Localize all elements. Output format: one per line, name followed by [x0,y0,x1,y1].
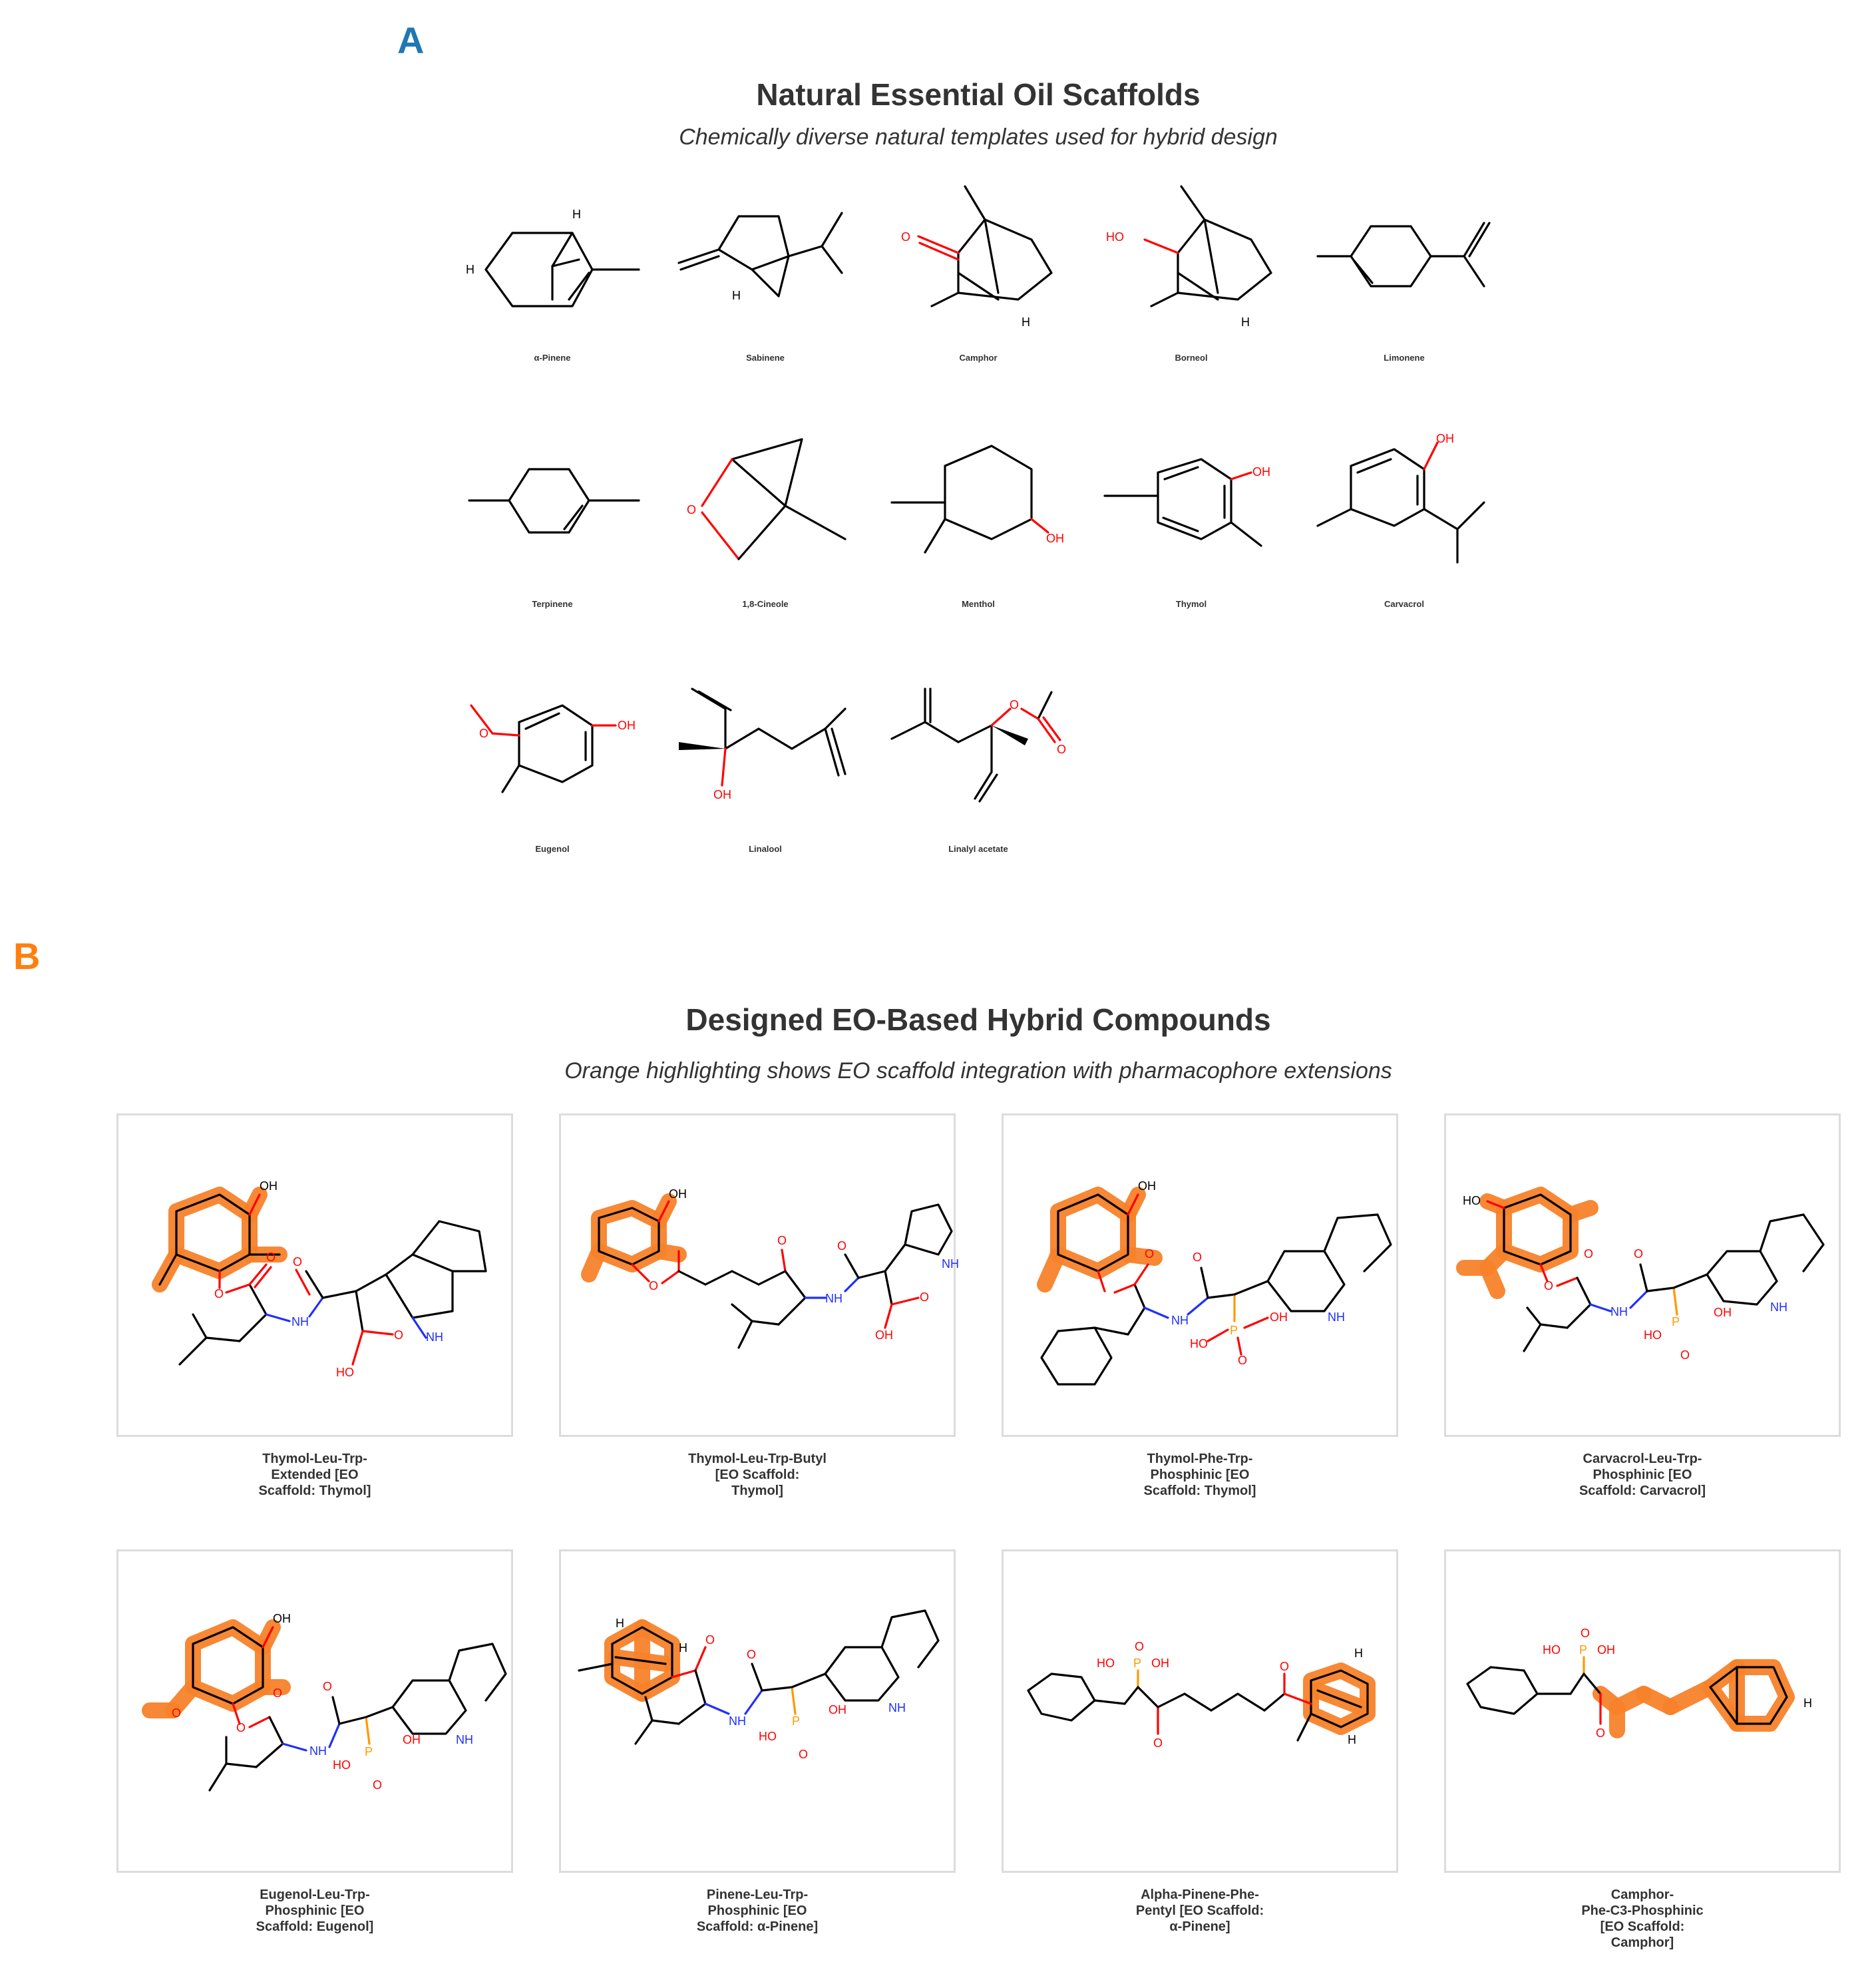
svg-text:O: O [901,230,911,244]
svg-text:O: O [214,1287,224,1300]
svg-text:OH: OH [273,1612,291,1625]
svg-text:OH: OH [1046,532,1064,545]
scaffold-name: Linalool [749,844,782,854]
svg-text:O: O [837,1239,847,1253]
svg-text:NH: NH [729,1714,746,1728]
panel-a-subtitle: Chemically diverse natural templates used for hybrid design [679,124,1278,150]
svg-text:P: P [1579,1643,1588,1657]
svg-text:O: O [236,1721,246,1734]
svg-text:HO: HO [333,1758,351,1772]
hybrid-name: Thymol-Phe-Trp- Phosphinic [EO Scaffold: Thymol] [1143,1452,1256,1498]
svg-text:OH: OH [1138,1179,1156,1193]
svg-text:NH: NH [426,1330,443,1344]
hybrid-structure [579,1604,952,1824]
svg-text:O: O [1596,1726,1606,1740]
svg-text:P: P [1230,1324,1238,1337]
camphor-structure [892,180,1085,333]
svg-text:HO: HO [336,1366,354,1379]
hybrid-structure [579,1171,959,1384]
svg-text:HO: HO [759,1730,777,1743]
svg-text:O: O [920,1290,930,1304]
limonene-structure [1318,206,1497,306]
svg-text:OH: OH [1597,1643,1615,1657]
svg-text:H: H [1348,1733,1356,1746]
hybrid-name: Camphor- Phe-C3-Phosphinic [EO Scaffold: Camphor] [1581,1887,1704,1950]
svg-text:OH: OH [1252,465,1270,479]
svg-text:OH: OH [403,1733,421,1746]
svg-text:OH: OH [829,1703,846,1716]
svg-text:P: P [1672,1315,1680,1328]
svg-text:O: O [1010,698,1020,711]
svg-text:O: O [747,1648,757,1661]
hybrid-structure [1457,1171,1830,1384]
svg-text:NH: NH [309,1744,327,1758]
linalyl-acetate-structure [892,686,1085,819]
svg-text:O: O [777,1234,787,1247]
svg-text:O: O [479,727,489,740]
svg-text:NH: NH [1770,1300,1787,1314]
svg-text:OH: OH [669,1187,687,1201]
svg-text:O: O [687,503,697,516]
svg-text:O: O [273,1686,283,1700]
svg-text:O: O [799,1748,809,1761]
hybrid-name: Carvacrol-Leu-Trp- Phosphinic [EO Scaffold: Carvacrol] [1579,1452,1706,1498]
svg-text:HO: HO [1190,1337,1208,1350]
thymol-structure [1105,446,1298,566]
scaffold-name: Limonene [1384,353,1425,363]
svg-text:OH: OH [713,788,731,801]
scaffold-name: Thymol [1175,599,1207,609]
scaffold-name: Carvacrol [1384,599,1424,609]
svg-text:HO: HO [1106,230,1124,244]
panel-b-letter: B [13,935,41,977]
svg-text:HO: HO [1644,1328,1662,1342]
svg-text:H: H [616,1617,624,1630]
svg-text:O: O [394,1328,404,1342]
svg-text:O: O [1057,743,1067,756]
svg-text:O: O [705,1633,715,1647]
svg-text:P: P [1133,1657,1142,1670]
cineole-structure [679,433,858,566]
svg-text:NH: NH [291,1315,309,1328]
terpinene-structure [466,453,646,552]
svg-text:OH: OH [1436,432,1454,445]
svg-text:NH: NH [942,1257,959,1271]
hybrid-name: Thymol-Leu-Trp- Extended [EO Scaffold: Thymol] [258,1452,371,1498]
svg-text:HO: HO [1463,1194,1481,1207]
svg-text:O: O [1280,1660,1290,1673]
svg-text:O: O [373,1778,383,1792]
borneol-structure [1105,180,1298,333]
svg-text:NH: NH [825,1292,843,1305]
scaffold-name: Camphor [959,353,998,363]
panel-b-title: Designed EO-Based Hybrid Compounds [685,1002,1271,1037]
svg-text:NH: NH [888,1701,906,1714]
svg-text:P: P [792,1714,801,1728]
svg-text:H: H [732,289,741,302]
scaffold-name: Menthol [962,599,995,609]
svg-text:OH: OH [1714,1306,1732,1319]
svg-text:H: H [572,208,581,221]
svg-text:OH: OH [1151,1657,1169,1670]
hybrid-structure [1018,1158,1391,1384]
hybrid-structure [133,1604,499,1824]
hybrid-name: Alpha-Pinene-Phe- Pentyl [EO Scaffold: α-Pinene] [1135,1887,1264,1934]
scaffold-name: Sabinene [746,353,785,363]
svg-text:NH: NH [456,1733,473,1746]
scaffold-name: 1,8-Cineole [742,599,789,609]
svg-text:H: H [1803,1696,1812,1710]
hybrid-structure [133,1158,499,1384]
svg-text:O: O [1145,1247,1155,1261]
menthol-structure [892,439,1085,572]
svg-text:H: H [1241,315,1250,329]
scaffold-name: Terpinene [532,599,573,609]
hybrid-name: Eugenol-Leu-Trp- Phosphinic [EO Scaffold: Eugenol] [256,1887,374,1934]
svg-text:HO: HO [1543,1643,1561,1657]
scaffold-name: α-Pinene [534,353,571,363]
svg-text:HO: HO [1097,1657,1115,1670]
svg-text:P: P [365,1745,373,1758]
svg-text:OH: OH [1270,1310,1288,1324]
svg-text:H: H [1354,1647,1363,1660]
svg-text:O: O [1193,1251,1203,1264]
svg-text:H: H [1022,315,1030,329]
svg-text:O: O [649,1279,659,1292]
svg-text:O: O [1153,1736,1163,1750]
svg-text:O: O [1135,1640,1145,1653]
svg-text:O: O [266,1251,276,1264]
scaffold-name: Linalyl acetate [948,844,1008,854]
svg-text:H: H [679,1641,687,1655]
panel-a-letter: A [397,19,425,61]
alpha-pinene-structure [466,193,646,326]
linalool-structure [679,682,858,815]
svg-text:OH: OH [618,719,636,732]
svg-text:O: O [1584,1247,1594,1261]
svg-text:O: O [1581,1627,1591,1640]
svg-text:NH: NH [1171,1314,1189,1327]
hybrid-structure [1457,1627,1830,1804]
sabinene-structure [679,196,858,316]
svg-text:OH: OH [260,1179,278,1193]
svg-text:O: O [1544,1279,1554,1292]
svg-text:O: O [1634,1247,1644,1261]
hybrid-name: Thymol-Leu-Trp-Butyl [EO Scaffold: Thymol] [688,1452,827,1498]
svg-text:H: H [466,263,474,276]
svg-text:NH: NH [1610,1305,1628,1318]
panel-a-title: Natural Essential Oil Scaffolds [756,77,1201,112]
svg-text:OH: OH [875,1328,893,1342]
carvacrol-structure [1318,433,1497,566]
hybrid-structure [1018,1640,1391,1804]
svg-text:O: O [1238,1354,1248,1367]
svg-text:NH: NH [1328,1310,1345,1324]
scaffold-name: Borneol [1175,353,1208,363]
svg-text:O: O [293,1255,303,1269]
hybrid-name: Pinene-Leu-Trp- Phosphinic [EO Scaffold: α-Pinene] [696,1887,819,1934]
panel-b-subtitle: Orange highlighting shows EO scaffold integration with pharmacophore extensions [564,1058,1392,1083]
svg-text:O: O [323,1680,333,1693]
scaffold-name: Eugenol [535,844,570,854]
svg-text:O: O [172,1706,182,1720]
eugenol-structure [466,692,652,819]
svg-text:O: O [1680,1348,1690,1362]
